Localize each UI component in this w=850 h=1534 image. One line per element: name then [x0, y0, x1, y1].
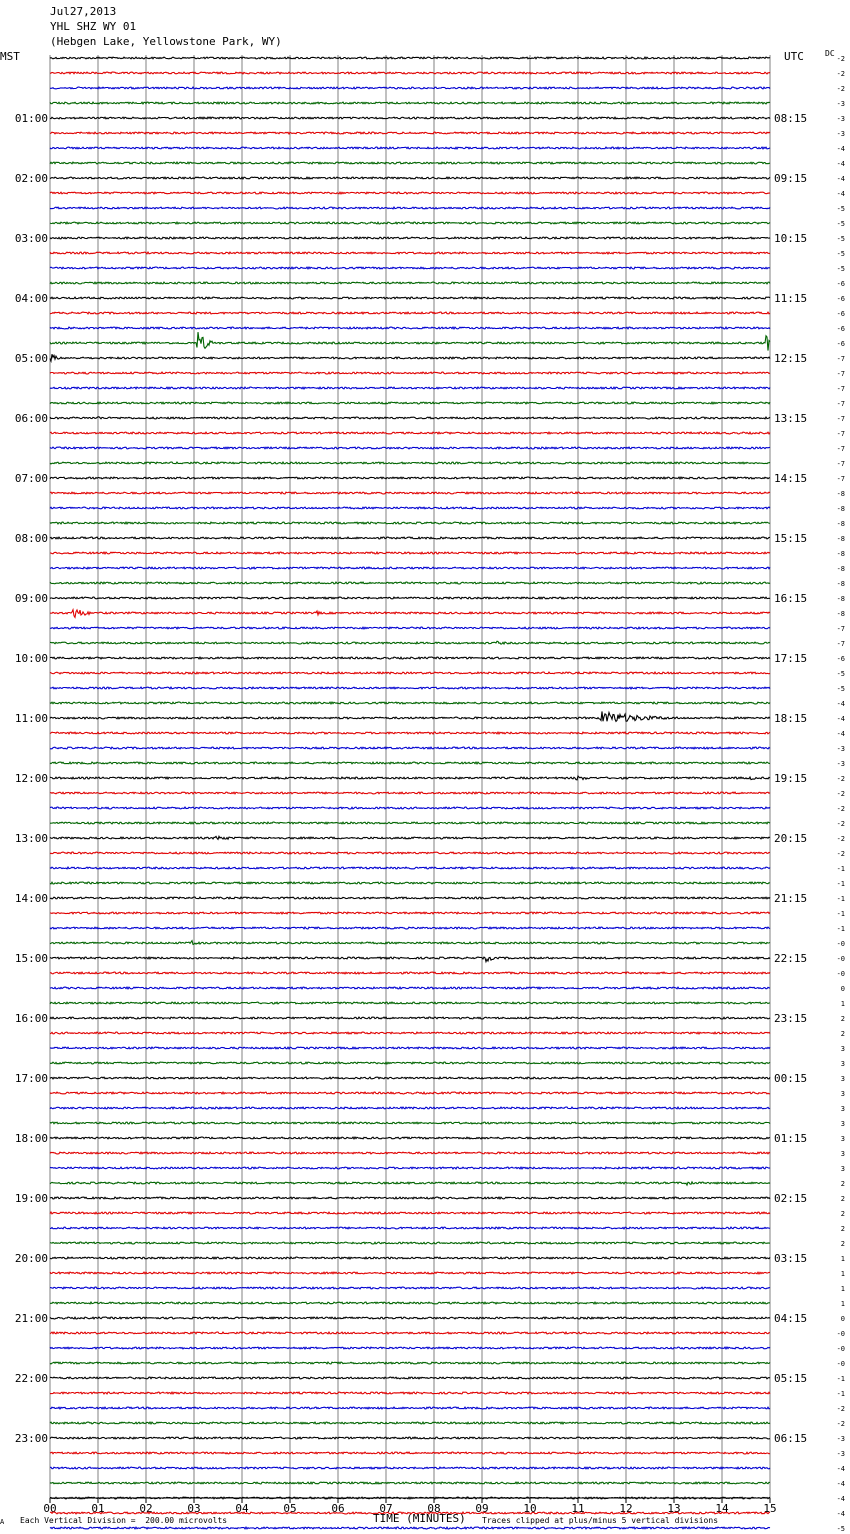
dc-offset-label: -0: [836, 1345, 845, 1353]
left-hour-label: 22:00: [14, 1372, 48, 1385]
trace-row: [50, 610, 770, 618]
dc-offset-label: -4: [836, 700, 845, 708]
trace-row: [50, 641, 770, 644]
trace-row: [50, 1122, 770, 1124]
dc-offset-label: -2: [836, 850, 845, 858]
left-hour-label: 16:00: [14, 1012, 48, 1025]
trace-row: [50, 1017, 770, 1019]
trace-row: [50, 1452, 770, 1454]
trace-row: [50, 332, 770, 351]
dc-offset-label: 1: [840, 1285, 845, 1293]
trace-row: [50, 117, 770, 119]
dc-offset-label: -2: [836, 55, 845, 63]
x-tick-label: 15: [763, 1502, 777, 1515]
trace-row: [50, 432, 770, 434]
right-hour-label: 09:15: [774, 172, 808, 185]
trace-row: [50, 72, 770, 74]
trace-row: [50, 492, 770, 494]
left-hour-label: 19:00: [14, 1192, 48, 1205]
trace-row: [50, 1212, 770, 1214]
trace-row: [50, 402, 770, 404]
right-hour-label: 02:15: [774, 1192, 808, 1205]
dc-offset-label: -6: [836, 340, 845, 348]
dc-offset-label: -3: [836, 745, 845, 753]
trace-row: [50, 552, 770, 554]
dc-offset-label: -8: [836, 595, 845, 603]
left-hour-label: 18:00: [14, 1132, 48, 1145]
trace-row: [50, 447, 770, 449]
dc-offset-label: -2: [836, 805, 845, 813]
left-hour-label: 20:00: [14, 1252, 48, 1265]
dc-offset-label: -3: [836, 100, 845, 108]
trace-row: [50, 354, 770, 361]
trace-row: [50, 1062, 770, 1064]
scale-note: Each Vertical Division = 200.00 microvolts: [20, 1516, 228, 1525]
trace-row: [50, 987, 770, 989]
trace-row: [50, 807, 770, 809]
dc-offset-label: 3: [840, 1150, 845, 1158]
trace-row: [50, 1242, 770, 1244]
dc-offset-label: 3: [840, 1090, 845, 1098]
trace-row: [50, 1377, 770, 1379]
trace-row: [50, 1257, 770, 1259]
dc-offset-label: -3: [836, 130, 845, 138]
dc-offset-label: -1: [836, 1390, 845, 1398]
trace-row: [50, 1317, 770, 1319]
dc-offset-label: -4: [836, 1480, 845, 1488]
trace-row: [50, 687, 770, 689]
dc-offset-label: -2: [836, 85, 845, 93]
trace-row: [50, 1347, 770, 1349]
trace-row: [50, 417, 770, 419]
dc-offset-label: -7: [836, 460, 845, 468]
trace-row: [50, 941, 770, 945]
dc-offset-label: -7: [836, 625, 845, 633]
dc-offset-label: 0: [840, 985, 845, 993]
right-hour-label: 12:15: [774, 352, 808, 365]
trace-row: [50, 582, 770, 584]
trace-row: [50, 747, 770, 749]
left-hour-label: 01:00: [14, 112, 48, 125]
dc-offset-label: -1: [836, 895, 845, 903]
dc-offset-label: -6: [836, 295, 845, 303]
x-tick-label: 05: [283, 1502, 297, 1515]
dc-offset-label: -7: [836, 385, 845, 393]
trace-row: [50, 732, 770, 734]
dc-offset-label: 2: [840, 1225, 845, 1233]
trace-row: [50, 597, 770, 599]
trace-row: [50, 762, 770, 764]
trace-row: [50, 1362, 770, 1364]
dc-offset-label: -7: [836, 370, 845, 378]
trace-row: [50, 312, 770, 314]
trace-row: [50, 972, 770, 974]
trace-row: [50, 836, 770, 839]
dc-offset-label: -5: [836, 205, 845, 213]
trace-row: [50, 776, 770, 780]
dc-offset-label: 2: [840, 1210, 845, 1218]
dc-offset-label: -7: [836, 355, 845, 363]
dc-offset-label: 3: [840, 1105, 845, 1113]
dc-offset-label: -5: [836, 235, 845, 243]
trace-row: [50, 627, 770, 629]
trace-row: [50, 867, 770, 869]
trace-row: [50, 822, 770, 824]
right-hour-label: 17:15: [774, 652, 808, 665]
trace-row: [50, 657, 770, 659]
dc-offset-label: 3: [840, 1165, 845, 1173]
trace-row: [50, 147, 770, 149]
dc-offset-label: -2: [836, 775, 845, 783]
right-hour-label: 14:15: [774, 472, 808, 485]
dc-offset-label: -4: [836, 160, 845, 168]
chart-date: Jul27,2013: [50, 5, 117, 18]
x-tick-label: 08: [427, 1502, 441, 1515]
trace-row: [50, 267, 770, 269]
dc-offset-label: -8: [836, 490, 845, 498]
dc-offset-label: 2: [840, 1030, 845, 1038]
trace-row: [50, 912, 770, 914]
dc-offset-label: 1: [840, 1255, 845, 1263]
trace-row: [50, 1032, 770, 1034]
dc-offset-label: -7: [836, 415, 845, 423]
trace-row: [50, 1077, 770, 1079]
dc-offset-label: -5: [836, 265, 845, 273]
right-hour-label: 15:15: [774, 532, 808, 545]
dc-offset-label: -5: [836, 250, 845, 258]
trace-row: [50, 177, 770, 179]
dc-offset-label: -0: [836, 955, 845, 963]
right-hour-label: 05:15: [774, 1372, 808, 1385]
trace-row: [50, 1137, 770, 1139]
trace-row: [50, 1482, 770, 1484]
left-hour-label: 17:00: [14, 1072, 48, 1085]
left-hour-label: 09:00: [14, 592, 48, 605]
trace-row: [50, 327, 770, 329]
x-tick-label: 01: [91, 1502, 105, 1515]
left-hour-label: 23:00: [14, 1432, 48, 1445]
trace-row: [50, 957, 770, 962]
left-hour-label: 04:00: [14, 292, 48, 305]
dc-offset-label: -0: [836, 1360, 845, 1368]
dc-offset-label: 3: [840, 1060, 845, 1068]
right-hour-label: 13:15: [774, 412, 808, 425]
trace-row: [50, 462, 770, 464]
trace-row: [50, 1092, 770, 1094]
dc-offset-label: -3: [836, 1450, 845, 1458]
dc-offset-label: -1: [836, 925, 845, 933]
trace-row: [50, 387, 770, 389]
dc-offset-label: -4: [836, 715, 845, 723]
trace-row: [50, 297, 770, 299]
trace-row: [50, 882, 770, 884]
dc-offset-label: -8: [836, 520, 845, 528]
trace-row: [50, 57, 770, 59]
trace-row: [50, 1227, 770, 1229]
trace-row: [50, 1497, 770, 1499]
dc-offset-label: -2: [836, 1420, 845, 1428]
dc-offset-label: 2: [840, 1180, 845, 1188]
x-tick-label: 06: [331, 1502, 345, 1515]
trace-row: [50, 897, 770, 899]
left-hour-label: 14:00: [14, 892, 48, 905]
trace-row: [50, 1047, 770, 1049]
x-tick-label: 03: [187, 1502, 201, 1515]
dc-offset-label: -6: [836, 310, 845, 318]
trace-row: [50, 1152, 770, 1154]
dc-offset-label: -2: [836, 790, 845, 798]
dc-label: DC: [825, 49, 835, 58]
trace-row: [50, 702, 770, 704]
trace-row: [50, 252, 770, 254]
dc-offset-label: -5: [836, 670, 845, 678]
dc-offset-label: -5: [836, 220, 845, 228]
left-hour-label: 13:00: [14, 832, 48, 845]
dc-offset-label: -8: [836, 535, 845, 543]
right-hour-label: 21:15: [774, 892, 808, 905]
dc-offset-label: 1: [840, 1000, 845, 1008]
right-hour-label: 23:15: [774, 1012, 808, 1025]
right-hour-label: 01:15: [774, 1132, 808, 1145]
trace-row: [50, 1272, 770, 1274]
dc-offset-label: -4: [836, 1465, 845, 1473]
x-tick-label: 07: [379, 1502, 393, 1515]
dc-offset-label: -0: [836, 970, 845, 978]
trace-row: [50, 1302, 770, 1304]
dc-offset-label: -7: [836, 445, 845, 453]
trace-row: [50, 162, 770, 164]
station-code: YHL SHZ WY 01: [50, 20, 137, 33]
dc-offset-label: -3: [836, 1435, 845, 1443]
right-hour-label: 06:15: [774, 1432, 808, 1445]
right-hour-label: 16:15: [774, 592, 808, 605]
dc-offset-label: -3: [836, 115, 845, 123]
trace-row: [50, 1182, 770, 1185]
dc-offset-label: -0: [836, 1330, 845, 1338]
dc-offset-label: -6: [836, 325, 845, 333]
trace-row: [50, 1287, 770, 1289]
dc-offset-label: -8: [836, 580, 845, 588]
dc-offset-label: -8: [836, 610, 845, 618]
x-tick-label: 14: [715, 1502, 729, 1515]
left-timezone-label: MST: [0, 50, 20, 63]
trace-row: [50, 207, 770, 209]
x-tick-label: 13: [667, 1502, 681, 1515]
trace-row: [50, 537, 770, 539]
left-hour-label: 06:00: [14, 412, 48, 425]
trace-row: [50, 1332, 770, 1334]
dc-offset-label: 3: [840, 1135, 845, 1143]
dc-offset-label: -2: [836, 835, 845, 843]
dc-offset-label: 1: [840, 1300, 845, 1308]
left-hour-label: 21:00: [14, 1312, 48, 1325]
dc-offset-label: -4: [836, 1495, 845, 1503]
trace-row: [50, 1107, 770, 1109]
trace-row: [50, 792, 770, 794]
dc-offset-label: -7: [836, 400, 845, 408]
right-hour-label: 10:15: [774, 232, 808, 245]
dc-offset-label: 2: [840, 1240, 845, 1248]
dc-offset-label: -6: [836, 655, 845, 663]
left-hour-label: 15:00: [14, 952, 48, 965]
dc-offset-label: 3: [840, 1075, 845, 1083]
x-tick-label: 11: [571, 1502, 585, 1515]
trace-row: [50, 237, 770, 239]
trace-row: [50, 222, 770, 224]
right-hour-label: 18:15: [774, 712, 808, 725]
left-hour-label: 11:00: [14, 712, 48, 725]
dc-offset-label: -5: [836, 1525, 845, 1533]
right-hour-label: 20:15: [774, 832, 808, 845]
dc-offset-label: -4: [836, 1510, 845, 1518]
dc-offset-label: -0: [836, 940, 845, 948]
clip-note: Traces clipped at plus/minus 5 vertical divisions: [482, 1516, 719, 1525]
trace-row: [50, 1437, 770, 1439]
trace-row: [50, 102, 770, 104]
dc-offset-label: -1: [836, 880, 845, 888]
dc-offset-label: -7: [836, 475, 845, 483]
dc-offset-label: -4: [836, 190, 845, 198]
trace-row: [50, 927, 770, 929]
dc-offset-label: -5: [836, 685, 845, 693]
trace-row: [50, 1407, 770, 1409]
trace-row: [50, 477, 770, 479]
left-hour-label: 02:00: [14, 172, 48, 185]
trace-row: [50, 1002, 770, 1004]
dc-offset-label: -2: [836, 1405, 845, 1413]
right-hour-label: 00:15: [774, 1072, 808, 1085]
trace-row: [50, 522, 770, 524]
dc-offset-label: -6: [836, 280, 845, 288]
dc-offset-label: -8: [836, 550, 845, 558]
dc-offset-label: 2: [840, 1015, 845, 1023]
dc-offset-label: -3: [836, 760, 845, 768]
trace-row: [50, 132, 770, 134]
dc-offset-label: -4: [836, 175, 845, 183]
trace-row: [50, 672, 770, 674]
dc-offset-label: -1: [836, 865, 845, 873]
dc-offset-label: -7: [836, 430, 845, 438]
trace-row: [50, 507, 770, 509]
x-tick-label: 10: [523, 1502, 537, 1515]
dc-offset-label: -4: [836, 145, 845, 153]
dc-offset-label: 0: [840, 1315, 845, 1323]
dc-offset-label: 1: [840, 1270, 845, 1278]
dc-offset-label: -4: [836, 730, 845, 738]
dc-offset-label: -8: [836, 565, 845, 573]
trace-row: [50, 1197, 770, 1199]
trace-row: [50, 372, 770, 374]
left-hour-label: 10:00: [14, 652, 48, 665]
left-hour-label: 03:00: [14, 232, 48, 245]
trace-row: [50, 1392, 770, 1394]
x-axis-title: TIME (MINUTES): [373, 1512, 466, 1525]
dc-offset-label: -8: [836, 505, 845, 513]
dc-offset-label: 3: [840, 1045, 845, 1053]
dc-offset-label: -2: [836, 820, 845, 828]
trace-row: [50, 852, 770, 854]
corner-mark: A: [0, 1518, 5, 1526]
x-tick-label: 12: [619, 1502, 633, 1515]
right-hour-label: 04:15: [774, 1312, 808, 1325]
dc-offset-label: 3: [840, 1120, 845, 1128]
trace-row: [50, 711, 770, 721]
dc-offset-label: -7: [836, 640, 845, 648]
x-tick-label: 09: [475, 1502, 489, 1515]
right-timezone-label: UTC: [784, 50, 804, 63]
trace-row: [50, 87, 770, 89]
trace-row: [50, 1467, 770, 1469]
station-location: (Hebgen Lake, Yellowstone Park, WY): [50, 35, 282, 48]
right-hour-label: 11:15: [774, 292, 808, 305]
trace-row: [50, 567, 770, 569]
right-hour-label: 03:15: [774, 1252, 808, 1265]
trace-row: [50, 282, 770, 284]
left-hour-label: 07:00: [14, 472, 48, 485]
dc-offset-label: 2: [840, 1195, 845, 1203]
trace-row: [50, 192, 770, 194]
dc-offset-label: -1: [836, 1375, 845, 1383]
left-hour-label: 12:00: [14, 772, 48, 785]
right-hour-label: 19:15: [774, 772, 808, 785]
right-hour-label: 08:15: [774, 112, 808, 125]
left-hour-label: 05:00: [14, 352, 48, 365]
x-tick-label: 00: [43, 1502, 57, 1515]
right-hour-label: 22:15: [774, 952, 808, 965]
x-tick-label: 02: [139, 1502, 153, 1515]
x-tick-label: 04: [235, 1502, 249, 1515]
dc-offset-label: -2: [836, 70, 845, 78]
trace-row: [50, 1167, 770, 1169]
dc-offset-label: -1: [836, 910, 845, 918]
left-hour-label: 08:00: [14, 532, 48, 545]
trace-row: [50, 1527, 770, 1529]
trace-row: [50, 1422, 770, 1424]
